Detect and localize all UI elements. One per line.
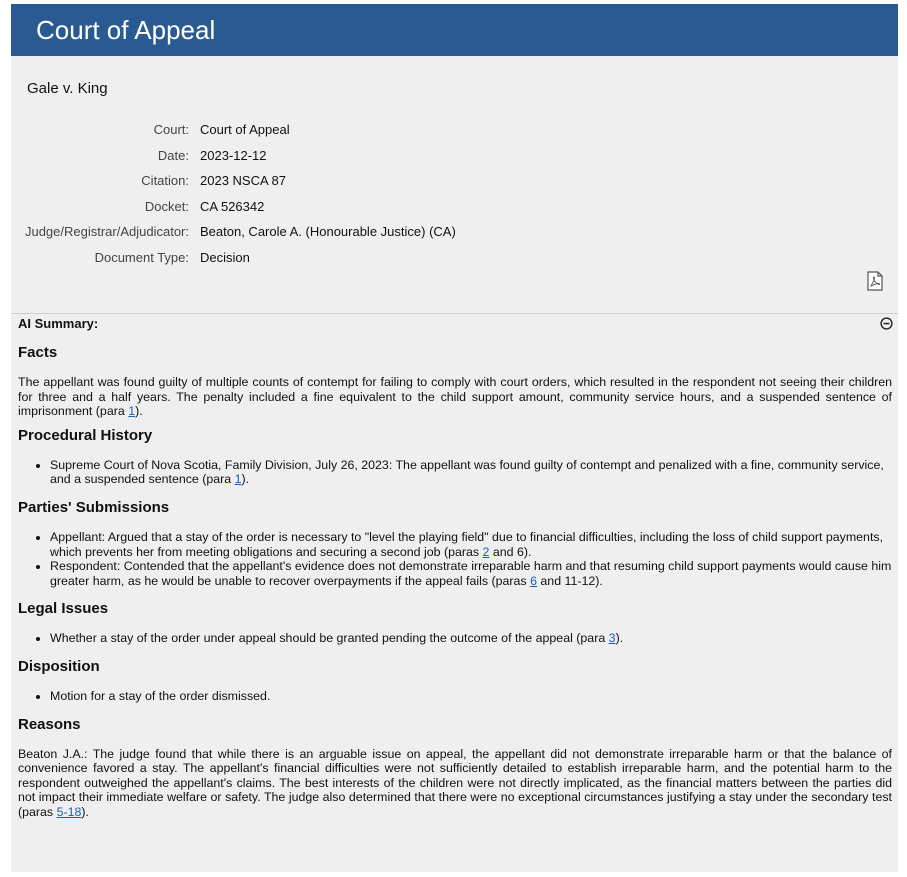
case-metadata: [11, 122, 511, 276]
paragraph-link[interactable]: 3: [608, 631, 616, 646]
legal-issues-heading: Legal Issues: [18, 600, 109, 618]
list-item: [50, 458, 892, 487]
paragraph-link[interactable]: 5-18: [56, 804, 82, 819]
paragraph-link[interactable]: 1: [234, 472, 242, 487]
list-item-tail: ).: [615, 631, 624, 646]
submissions-list: [18, 530, 892, 588]
list-item-tail: ).: [241, 472, 250, 487]
page-header: [11, 4, 898, 56]
procedural-history-list: [18, 458, 892, 487]
facts-heading: Facts: [18, 344, 58, 361]
paragraph-link[interactable]: 6: [530, 573, 537, 588]
ai-summary-heading: AI Summary:: [18, 316, 99, 331]
meta-row-citation: [11, 173, 511, 199]
list-item-tail: and 11-12).: [536, 573, 603, 588]
meta-label: Docket:: [144, 198, 189, 214]
case-title: Gale v. King: [27, 80, 108, 97]
meta-row-date: [11, 148, 511, 174]
meta-value: Decision: [200, 249, 250, 265]
pdf-document-icon[interactable]: [866, 271, 884, 291]
meta-label: Judge/Registrar/Adjudicator:: [24, 224, 189, 240]
paragraph-link[interactable]: 2: [482, 544, 490, 559]
reasons-heading: Reasons: [18, 715, 81, 733]
list-item: [50, 530, 892, 559]
list-item-text: Supreme Court of Nova Scotia, Family Division, July 26, 2023: The appellant was found guilty of contempt and penalized with a fine, community service, and a suspended sentence (para: [50, 457, 884, 487]
reasons-tail: ).: [81, 804, 89, 819]
meta-value: Court of Appeal: [200, 122, 290, 137]
meta-row-judge: [11, 224, 511, 250]
list-item: [50, 559, 892, 588]
page-title: Court of Appeal: [36, 15, 216, 45]
meta-value: CA 526342: [200, 198, 265, 214]
meta-label: Citation:: [141, 173, 189, 189]
meta-value: Beaton, Carole A. (Honourable Justice) (CA): [200, 224, 456, 240]
section-divider: [11, 313, 898, 314]
procedural-history-heading: Procedural History: [18, 426, 153, 444]
submissions-heading: Parties' Submissions: [18, 498, 170, 516]
ai-summary-content: [18, 344, 892, 820]
disposition-list: [18, 689, 892, 704]
meta-row-document-type: [11, 250, 511, 276]
facts-tail: ).: [135, 404, 143, 419]
list-item-text: Respondent: Contended that the appellant's evidence does not demonstrate irreparable harm and that resuming child support payments would cause him greater harm, as he would be unable to recover overpayments if the appeal fails (paras: [50, 559, 892, 588]
list-item-text: Appellant: Argued that a stay of the order is necessary to "level the playing field" due to financial difficulties, including the loss of child support payments, which prevents her from meeting obligations and securing a second job (paras: [50, 529, 884, 559]
legal-issues-list: [18, 631, 892, 646]
meta-label: Date:: [157, 147, 189, 163]
meta-value: 2023 NSCA 87: [200, 173, 287, 189]
meta-label: Document Type:: [94, 249, 189, 265]
disposition-heading: Disposition: [18, 657, 100, 675]
meta-label: Court:: [153, 122, 189, 137]
list-item: • Motion for a stay of the order dismissed.: [50, 689, 892, 704]
paragraph-link[interactable]: 1: [128, 404, 136, 419]
facts-body: The appellant was found guilty of multiple counts of contempt for failing to comply with court orders, which resulted in the respondent not seeing their children for three and a half years. The penalty included a fine equivalent to the child support amount, community service hours, and a suspended sentence of imprisonment (para: [18, 375, 892, 419]
meta-row-docket: [11, 199, 511, 225]
list-item: [50, 631, 892, 646]
list-item-text: Whether a stay of the order under appeal should be granted pending the outcome of the appeal (para: [50, 631, 609, 646]
facts-text: [18, 375, 892, 419]
meta-value: 2023-12-12: [200, 147, 267, 163]
meta-row-court: [11, 122, 511, 148]
case-panel: [11, 56, 898, 872]
reasons-body: Beaton J.A.: The judge found that while there is an arguable issue on appeal, the appellant did not demonstrate irreparable harm or that the balance of convenience favored a stay. The appellant's financial difficulties were not sufficiently detailed to establish irreparable harm, and the potential harm to the respondent outweighed the appellant's claims. The best interests of the children were not directly implicated, as the financial matters between the parties did not impact their immediate welfare or safety. The judge also determined that there were no exceptional circumstances justifying a stay under the secondary test (paras: [18, 746, 892, 819]
list-item-tail: and 6).: [489, 544, 532, 559]
minus-circle-icon[interactable]: [880, 317, 893, 330]
reasons-text: [18, 747, 892, 820]
